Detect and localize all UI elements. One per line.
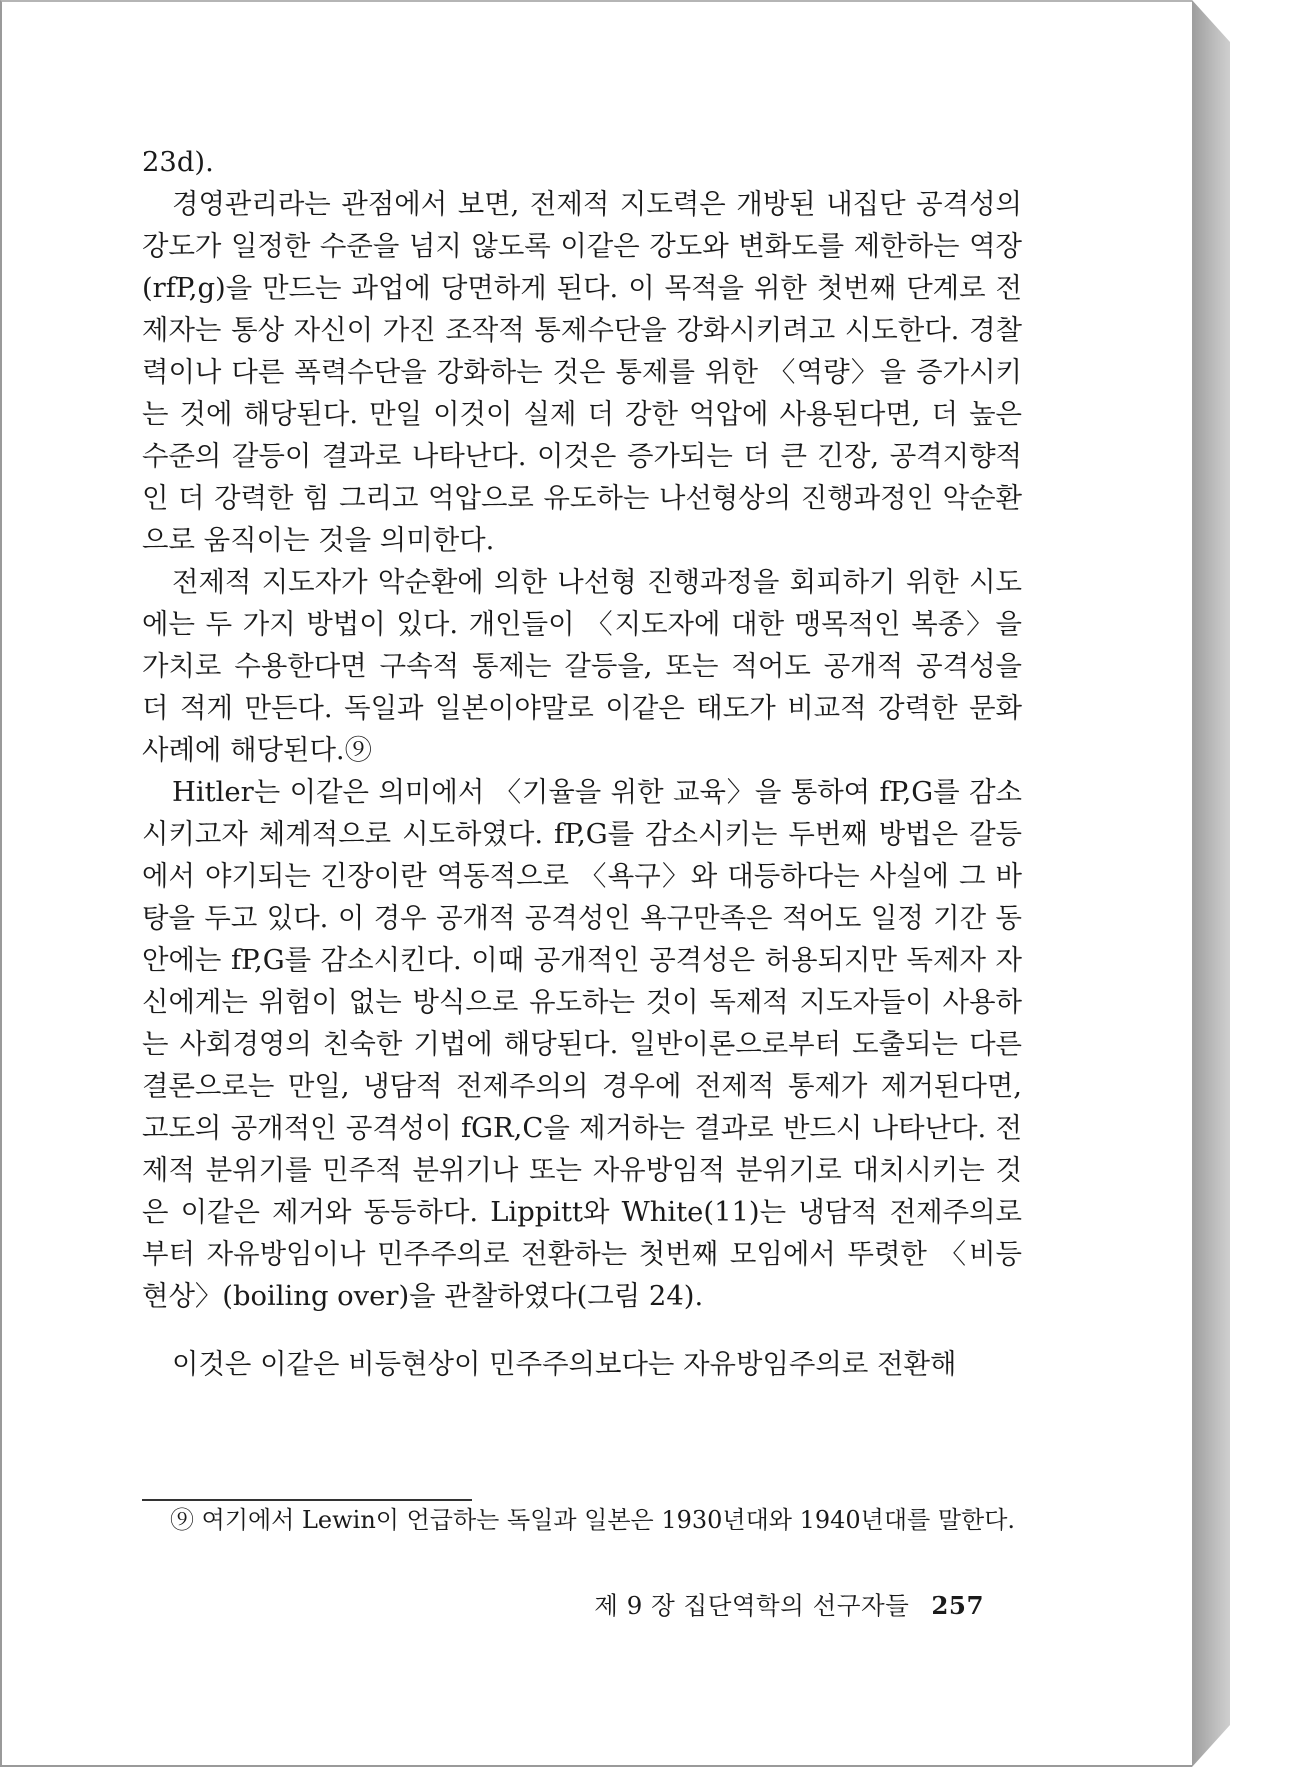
paragraph-hitler: Hitler는 이같은 의미에서 〈기율을 위한 교육〉을 통하여 fP,G를 감소시키고자 체계적으로 시도하였다. fP,G를 감소시키는 두번째 방법은 갈등에서 야기되는 긴장이란 역동적으로 〈욕구〉와 대등하다는 사실에 그 바탕을 두고 있다. 이 경우 공개적 공격성인 욕구만족은 적어도 일정 기간 동안에는 fP,G를 감소시킨다. 이때 공개적인 공격성은 허용되지만 독제자 자신에게는 위험이 없는 방식으로 유도하는 것이 독제적 지도자들이 사용하는 사회경영의 친숙한 기법에 해당된다. 일반이론으로부터 도출되는 다른 결론으로는 만일, 냉담적 전제주의의 경우에 전제적 통제가 제거된다면, 고도의 공개적인 공격성이 fGR,C을 제거하는 결과로 반드시 나타난다. 전제적 분위기를 민주적 분위기나 또는 자유방임적 분위기로 대치시키는 것은 이같은 제거와 동등하다. Lippitt와 White(11)는 냉담적 전제주의로부터 자유방임이나 민주주의로 전환하는 첫번째 모임에서 뚜렷한 〈비등현상〉(boiling over)을 관찰하였다(그림 24). [142, 777, 1022, 1312]
page-number: 257 [931, 1591, 984, 1620]
body-text [142, 142, 1022, 1386]
paragraph-management: 경영관리라는 관점에서 보면, 전제적 지도력은 개방된 내집단 공격성의 강도가 일정한 수준을 넘지 않도록 이같은 강도와 변화도를 제한하는 역장(rfP,g)을 만드는 과업에 당면하게 된다. 이 목적을 위한 첫번째 단계로 전제자는 통상 자신이 가진 조작적 통제수단을 강화시키려고 시도한다. 경찰력이나 다른 폭력수단을 강화하는 것은 통제를 위한 〈역량〉을 증가시키는 것에 해당된다. 만일 이것이 실제 더 강한 억압에 사용된다면, 더 높은 수준의 갈등이 결과로 나타난다. 이것은 증가되는 더 큰 긴장, 공격지향적인 더 강력한 힘 그리고 억압으로 유도하는 나선형상의 진행과정인 악순환으로 움직이는 것을 의미한다. [142, 189, 1022, 556]
chapter-title: 제 9 장 집단역학의 선구자들 [594, 1591, 910, 1620]
footnote: ⑨ 여기에서 Lewin이 언급하는 독일과 일본은 1930년대와 1940년대를 말한다. [170, 1506, 1016, 1534]
page-edge-shadow [1192, 0, 1230, 1767]
paragraph-boiling-over: 이것은 이같은 비등현상이 민주주의보다는 자유방임주의로 전환해 [172, 1349, 957, 1380]
paragraph-continuation: 23d). [142, 147, 214, 178]
running-footer [582, 1586, 984, 1626]
paragraph-vicious-circle: 전제적 지도자가 악순환에 의한 나선형 진행과정을 회피하기 위한 시도에는 두 가지 방법이 있다. 개인들이 〈지도자에 대한 맹목적인 복종〉을 가치로 수용한다면 구속적 통제는 갈등을, 또는 적어도 공개적 공격성을 더 적게 만든다. 독일과 일본이야말로 이같은 태도가 비교적 강력한 문화사례에 해당된다.⑨ [142, 567, 1022, 766]
